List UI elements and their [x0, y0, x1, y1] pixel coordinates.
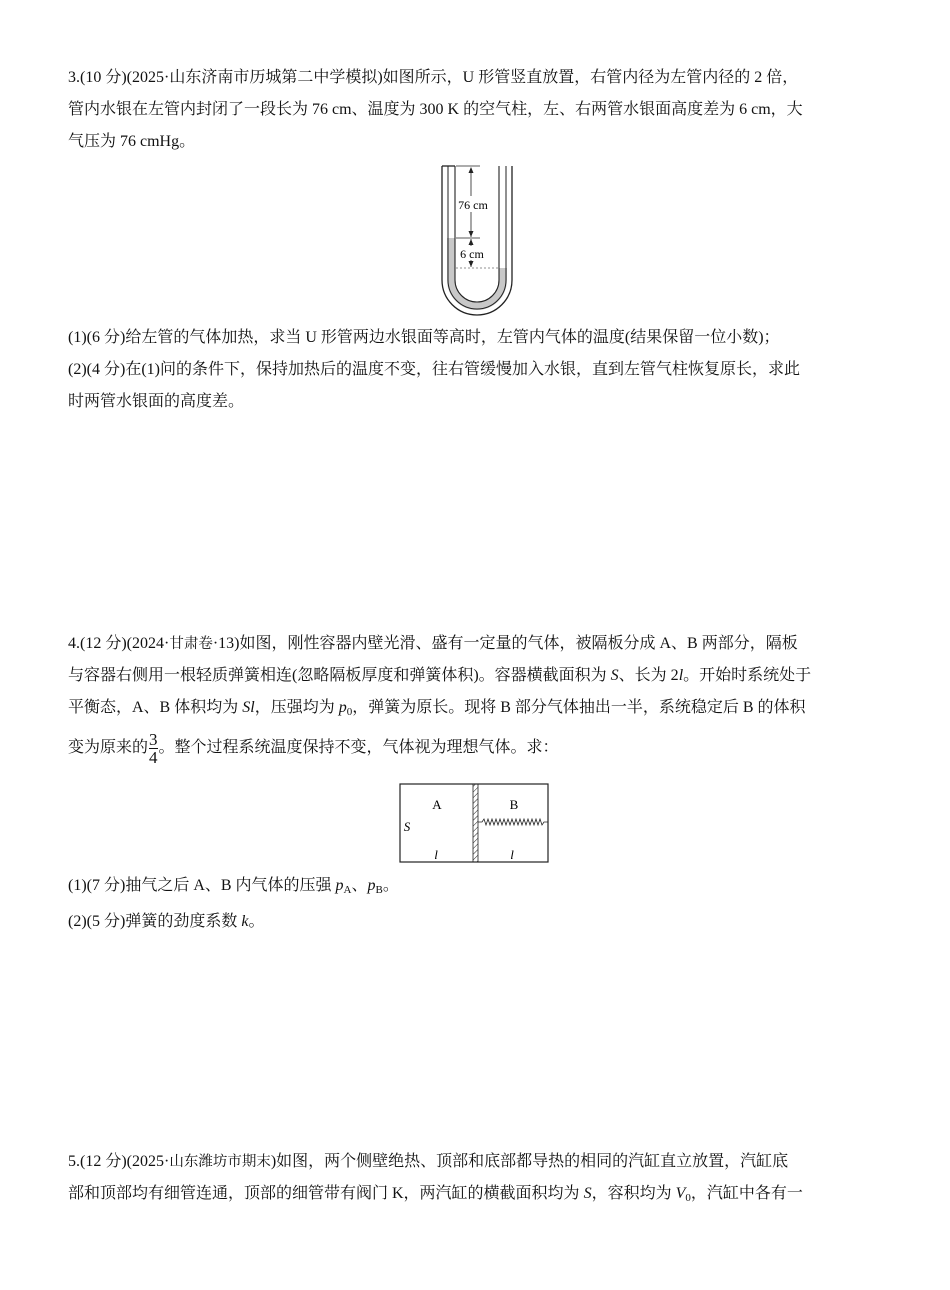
q3-part1: (1)(6 分)给左管的气体加热，求当 U 形管两边水银面等高时，左管内气体的温度(结果保留一位小数)；: [68, 329, 780, 346]
fraction-3-4: $\frac{3}{4}$: [149, 730, 158, 767]
q3-line3: 气压为 76 cmHg。: [68, 133, 196, 150]
label-6cm: 6 cm: [460, 247, 484, 261]
q4-line1: 4.(12 分)(2024·甘肃卷·13)如图，刚性容器内壁光滑、盛有一定量的气体，被隔板分成 A、B 两部分，隔板: [68, 635, 798, 652]
label-76cm: 76 cm: [458, 198, 488, 212]
q3-part2-line1: (2)(4 分)在(1)问的条件下，保持加热后的温度不变，往右管缓慢加入水银，直到左管气柱恢复原长，求此: [68, 361, 800, 378]
label-S: S: [403, 819, 411, 834]
q3-parts: [68, 322, 880, 418]
q4-part1: (1)(7 分)抽气之后 A、B 内气体的压强 $p_A$、$p_B$。: [68, 877, 399, 896]
partition-plate: [473, 784, 478, 862]
q4-line2: 与容器右侧用一根轻质弹簧相连(忽略隔板厚度和弹簧体积)。容器横截面积为 S、长为 2l。开始时系统处于: [68, 667, 812, 684]
label-l-left: l: [434, 847, 438, 862]
q4-stem: [68, 628, 880, 765]
label-B: B: [509, 797, 519, 812]
q4-line4: 变为原来的 $\frac{3}{4}$ 。整个过程系统温度保持不变，气体视为理想气体。求：: [68, 730, 559, 767]
label-l-right: l: [510, 847, 514, 862]
label-A: A: [432, 797, 442, 812]
q3-line1: 3.(10 分)(2025·山东济南市历城第二中学模拟)如图所示，U 形管竖直放置，右管内径为左管内径的 2 倍，: [68, 69, 799, 86]
q3-part2-line2: 时两管水银面的高度差。: [68, 393, 245, 410]
q4-parts: [68, 870, 880, 938]
q4-part2: (2)(5 分)弹簧的劲度系数 k。: [68, 913, 265, 930]
q5-line1: 5.(12 分)(2025·山东潍坊市期末)如图，两个侧壁绝热、顶部和底部都导热的相同的汽缸直立放置，汽缸底: [68, 1153, 789, 1170]
container-figure: [398, 782, 552, 864]
u-tube-figure: [430, 160, 530, 318]
u-tube-inner-2: [455, 166, 499, 302]
q5-stem: [68, 1146, 880, 1214]
q4-line3: 平衡态，A、B 体积均为 Sl，压强均为 $p_0$，弹簧为原长。现将 B 部分气体抽出一半，系统稳定后 B 的体积: [68, 699, 806, 718]
spring: [478, 819, 548, 825]
q3-line2: 管内水银在左管内封闭了一段长为 76 cm、温度为 300 K 的空气柱，左、右两管水银面高度差为 6 cm，大: [68, 101, 803, 118]
q5-line2: 部和顶部均有细管连通，顶部的细管带有阀门 K，两汽缸的横截面积均为 S，容积均为 $V_0$，汽缸中各有一: [68, 1185, 803, 1204]
q3-stem: [68, 62, 880, 158]
